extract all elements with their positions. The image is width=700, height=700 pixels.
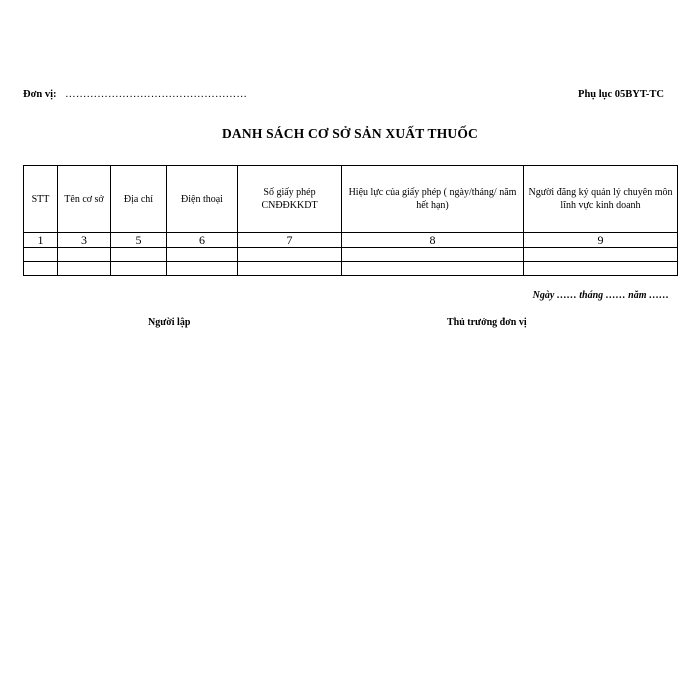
facility-table <box>23 165 678 276</box>
column-number: 8 <box>342 233 524 248</box>
signer-preparer: Người lập <box>148 317 191 328</box>
table-cell[interactable] <box>342 262 524 276</box>
table-cell[interactable] <box>524 248 678 262</box>
unit-blank: …………………………………………… <box>65 89 248 100</box>
column-number: 7 <box>238 233 342 248</box>
table-cell[interactable] <box>24 262 58 276</box>
unit-line <box>23 89 247 100</box>
table-cell[interactable] <box>238 248 342 262</box>
table-cell[interactable] <box>58 248 111 262</box>
table-cell[interactable] <box>111 262 167 276</box>
header-phone: Điện thoại <box>167 166 238 233</box>
table-cell[interactable] <box>111 248 167 262</box>
signer-head-of-unit: Thủ trưởng đơn vị <box>447 317 527 328</box>
header-registered-manager: Người đăng ký quản lý chuyên môn lĩnh vực kinh doanh <box>524 166 678 233</box>
table-cell[interactable] <box>24 248 58 262</box>
table-row <box>24 248 678 262</box>
table-row <box>24 262 678 276</box>
table-cell[interactable] <box>58 262 111 276</box>
header-stt: STT <box>24 166 58 233</box>
column-number: 1 <box>24 233 58 248</box>
table-header-row <box>24 166 678 233</box>
column-number: 3 <box>58 233 111 248</box>
unit-label: Đơn vị: <box>23 89 57 100</box>
header-address: Địa chỉ <box>111 166 167 233</box>
column-number: 6 <box>167 233 238 248</box>
column-number: 9 <box>524 233 678 248</box>
date-line: Ngày …… tháng …… năm …… <box>532 290 669 301</box>
table-cell[interactable] <box>238 262 342 276</box>
table-cell[interactable] <box>524 262 678 276</box>
appendix-label: Phụ lục 05BYT-TC <box>578 89 664 100</box>
header-license-validity: Hiệu lực của giấy phép ( ngày/tháng/ năm hết hạn) <box>342 166 524 233</box>
column-number-row <box>24 233 678 248</box>
table-cell[interactable] <box>167 262 238 276</box>
document-title: DANH SÁCH CƠ SỞ SẢN XUẤT THUỐC <box>221 126 479 141</box>
column-number: 5 <box>111 233 167 248</box>
header-license-number: Số giấy phép CNĐĐKKDT <box>238 166 342 233</box>
table-cell[interactable] <box>342 248 524 262</box>
table-cell[interactable] <box>167 248 238 262</box>
header-facility-name: Tên cơ sở <box>58 166 111 233</box>
